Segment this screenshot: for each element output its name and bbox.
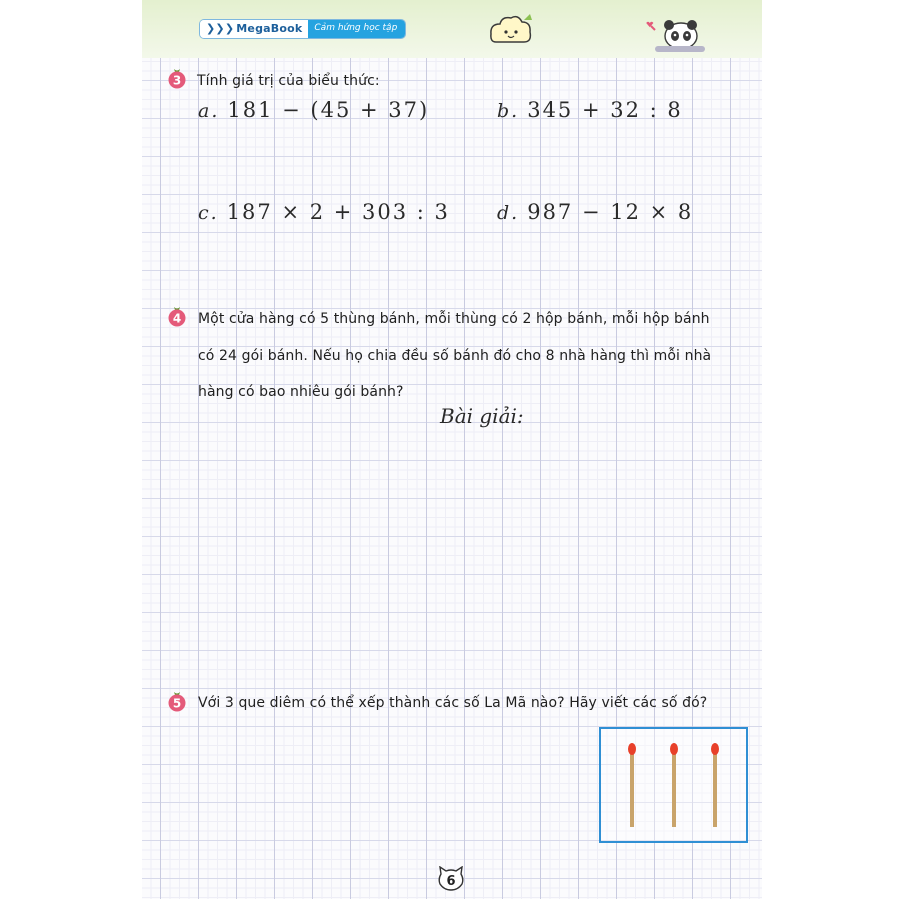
svg-text:5: 5 [172, 696, 182, 711]
exercise-4-line-3: hàng có bao nhiêu gói bánh? [198, 384, 404, 400]
exercise-5-prompt: Với 3 que diêm có thể xếp thành các số La Mã nào? Hãy viết các số đó? [198, 695, 708, 711]
cloud-mascot-icon [488, 12, 534, 46]
exercise-5-badge-icon [166, 690, 188, 712]
brand-bars-icon: ❯❯❯ [206, 22, 235, 35]
expression-b-label: b. [497, 100, 520, 122]
expression-b [497, 98, 683, 122]
matchstick-2 [670, 743, 678, 827]
exercise-4-line-2: có 24 gói bánh. Nếu họ chia đều số bánh đó cho 8 nhà hàng thì mỗi nhà [198, 348, 712, 364]
exercise-4-badge-icon [166, 305, 188, 327]
expression-b-value: 345 + 32 : 8 [527, 98, 683, 122]
expression-c-value: 187 × 2 + 303 : 3 [226, 200, 450, 224]
brand-name [200, 20, 308, 38]
exercise-3-badge-icon [166, 67, 188, 89]
matchstick-1 [628, 743, 636, 827]
brand-slogan: Cảm hứng học tập [308, 20, 405, 38]
solution-label: Bài giải: [440, 404, 524, 428]
expression-c-label: c. [198, 202, 219, 224]
matchstick-box [599, 727, 748, 843]
expression-d-label: d. [497, 202, 520, 224]
expression-c [198, 200, 450, 224]
expression-a-label: a. [198, 100, 220, 122]
svg-text:4: 4 [172, 311, 182, 326]
svg-text:3: 3 [172, 73, 182, 88]
brand-text: MegaBook [236, 22, 303, 35]
expression-a [198, 98, 429, 122]
svg-text:6: 6 [446, 874, 456, 889]
expression-d [497, 200, 693, 224]
expression-d-value: 987 − 12 × 8 [527, 200, 694, 224]
matchstick-3 [711, 743, 719, 827]
exercise-3-prompt: Tính giá trị của biểu thức: [197, 73, 380, 89]
panda-mascot-icon [645, 16, 707, 54]
expression-a-value: 181 − (45 + 37) [227, 98, 430, 122]
brand-logo [200, 20, 405, 38]
exercise-4-line-1: Một cửa hàng có 5 thùng bánh, mỗi thùng có 2 hộp bánh, mỗi hộp bánh [198, 311, 710, 327]
matchsticks-illustration [601, 729, 746, 841]
page-number-badge [436, 866, 466, 892]
